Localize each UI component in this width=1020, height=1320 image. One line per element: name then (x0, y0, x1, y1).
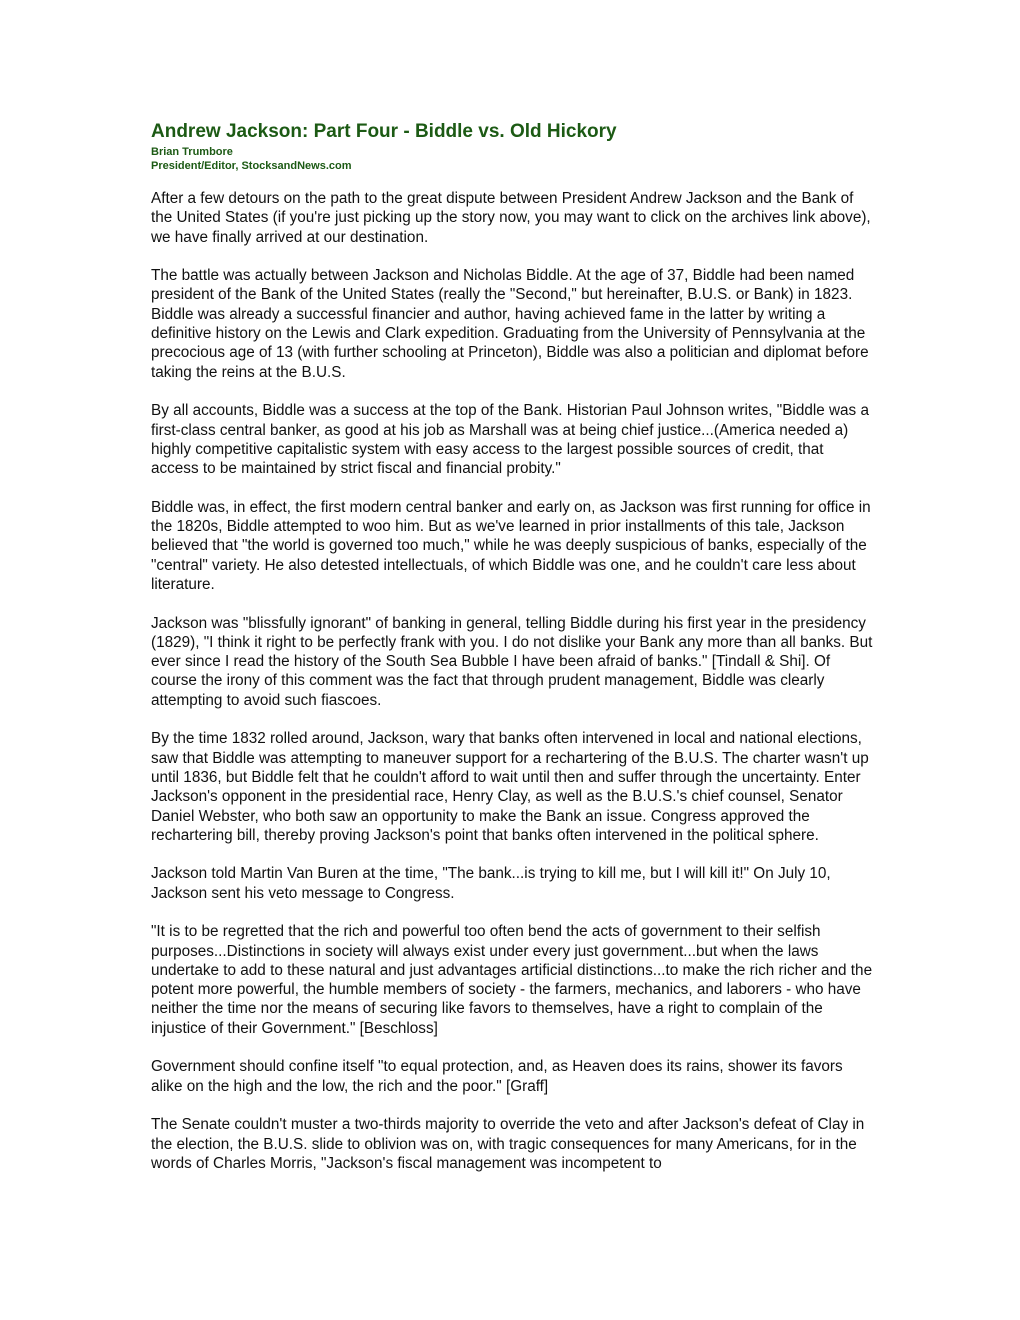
paragraph: Jackson was "blissfully ignorant" of banking in general, telling Biddle during his first year in the presidency (1829), "I think it right to be perfectly frank with you. I do not dislike your Bank any more than all banks. But ever since I read the history of the South Sea Bubble I have been afraid of banks." [Tindall & Shi]. Of course the irony of this comment was the fact that through prudent management, Biddle was clearly attempting to avoid such fiascoes. (151, 614, 873, 709)
paragraph: The battle was actually between Jackson and Nicholas Biddle. At the age of 37, Biddle had been named president of the Bank of the United States (really the "Second," but hereinafter, B.U.S. or Bank) in 1823. Biddle was already a successful financier and author, having achieved fame in the latter by writing a definitive history on the Lewis and Clark expedition. Graduating from the University of Pennsylvania at the precocious age of 13 (with further schooling at Princeton), Biddle was also a politician and diplomat before taking the reins at the B.U.S. (151, 267, 869, 381)
paragraph: After a few detours on the path to the great dispute between President Andrew Jackson and the Bank of the United States (if you're just picking up the story now, you may want to click on the archives link above), we have finally arrived at our destination. (151, 190, 871, 246)
paragraph: Biddle was, in effect, the first modern central banker and early on, as Jackson was first running for office in the 1820s, Biddle attempted to woo him. But as we've learned in prior installments of this tale, Jackson believed that "the world is governed too much," while he was deeply suspicious of banks, especially of the "central" variety. He also detested intellectuals, of which Biddle was one, and he couldn't care less about literature. (151, 498, 871, 593)
paragraph: "It is to be regretted that the rich and powerful too often bend the acts of government to their selfish purposes...Distinctions in society will always exist under every just government...but when the laws undertake to add to these natural and just advantages artificial distinctions...to make the rich richer and the potent more powerful, the humble members of society - the farmers, mechanics, and laborers - who have neither the time nor the means of securing like favors to themselves, have a right to complain of the injustice of their Government." [Beschloss] (151, 923, 873, 1037)
article-body (151, 189, 873, 1173)
author-role: President/Editor, StocksandNews.com (151, 159, 352, 172)
paragraph: By all accounts, Biddle was a success at the top of the Bank. Historian Paul Johnson writes, "Biddle was a first-class central banker, as good at his job as Marshall was at being chief justice...(America needed a) highly competitive capitalistic system with easy access to the largest possible sources of credit, that access to be maintained by strict fiscal and financial probity." (151, 402, 869, 478)
paragraph: Jackson told Martin Van Buren at the time, "The bank...is trying to kill me, but I will kill it!" On July 10, Jackson sent his veto message to Congress. (151, 865, 831, 902)
article-title: Andrew Jackson: Part Four - Biddle vs. Old Hickory (151, 121, 617, 142)
paragraph: By the time 1832 rolled around, Jackson, wary that banks often intervened in local and national elections, saw that Biddle was attempting to maneuver support for a rechartering of the B.U.S. The charter wasn't up until 1836, but Biddle felt that he couldn't afford to wait until then and suffer through the uncertainty. Enter Jackson's opponent in the presidential race, Henry Clay, as well as the B.U.S.'s chief counsel, Senator Daniel Webster, who both saw an opportunity to make the Bank an issue. Congress approved the rechartering bill, thereby proving Jackson's point that banks often intervened in the political sphere. (151, 730, 869, 844)
author-name: Brian Trumbore (151, 146, 233, 158)
paragraph: The Senate couldn't muster a two-thirds majority to override the veto and after Jackson's defeat of Clay in the election, the B.U.S. slide to oblivion was on, with tragic consequences for many Americans, for in the words of Charles Morris, "Jackson's fiscal management was incompetent to (151, 1116, 865, 1172)
paragraph: Government should confine itself "to equal protection, and, as Heaven does its rains, shower its favors alike on the high and the low, the rich and the poor." [Graff] (151, 1058, 843, 1095)
article (151, 118, 873, 1192)
